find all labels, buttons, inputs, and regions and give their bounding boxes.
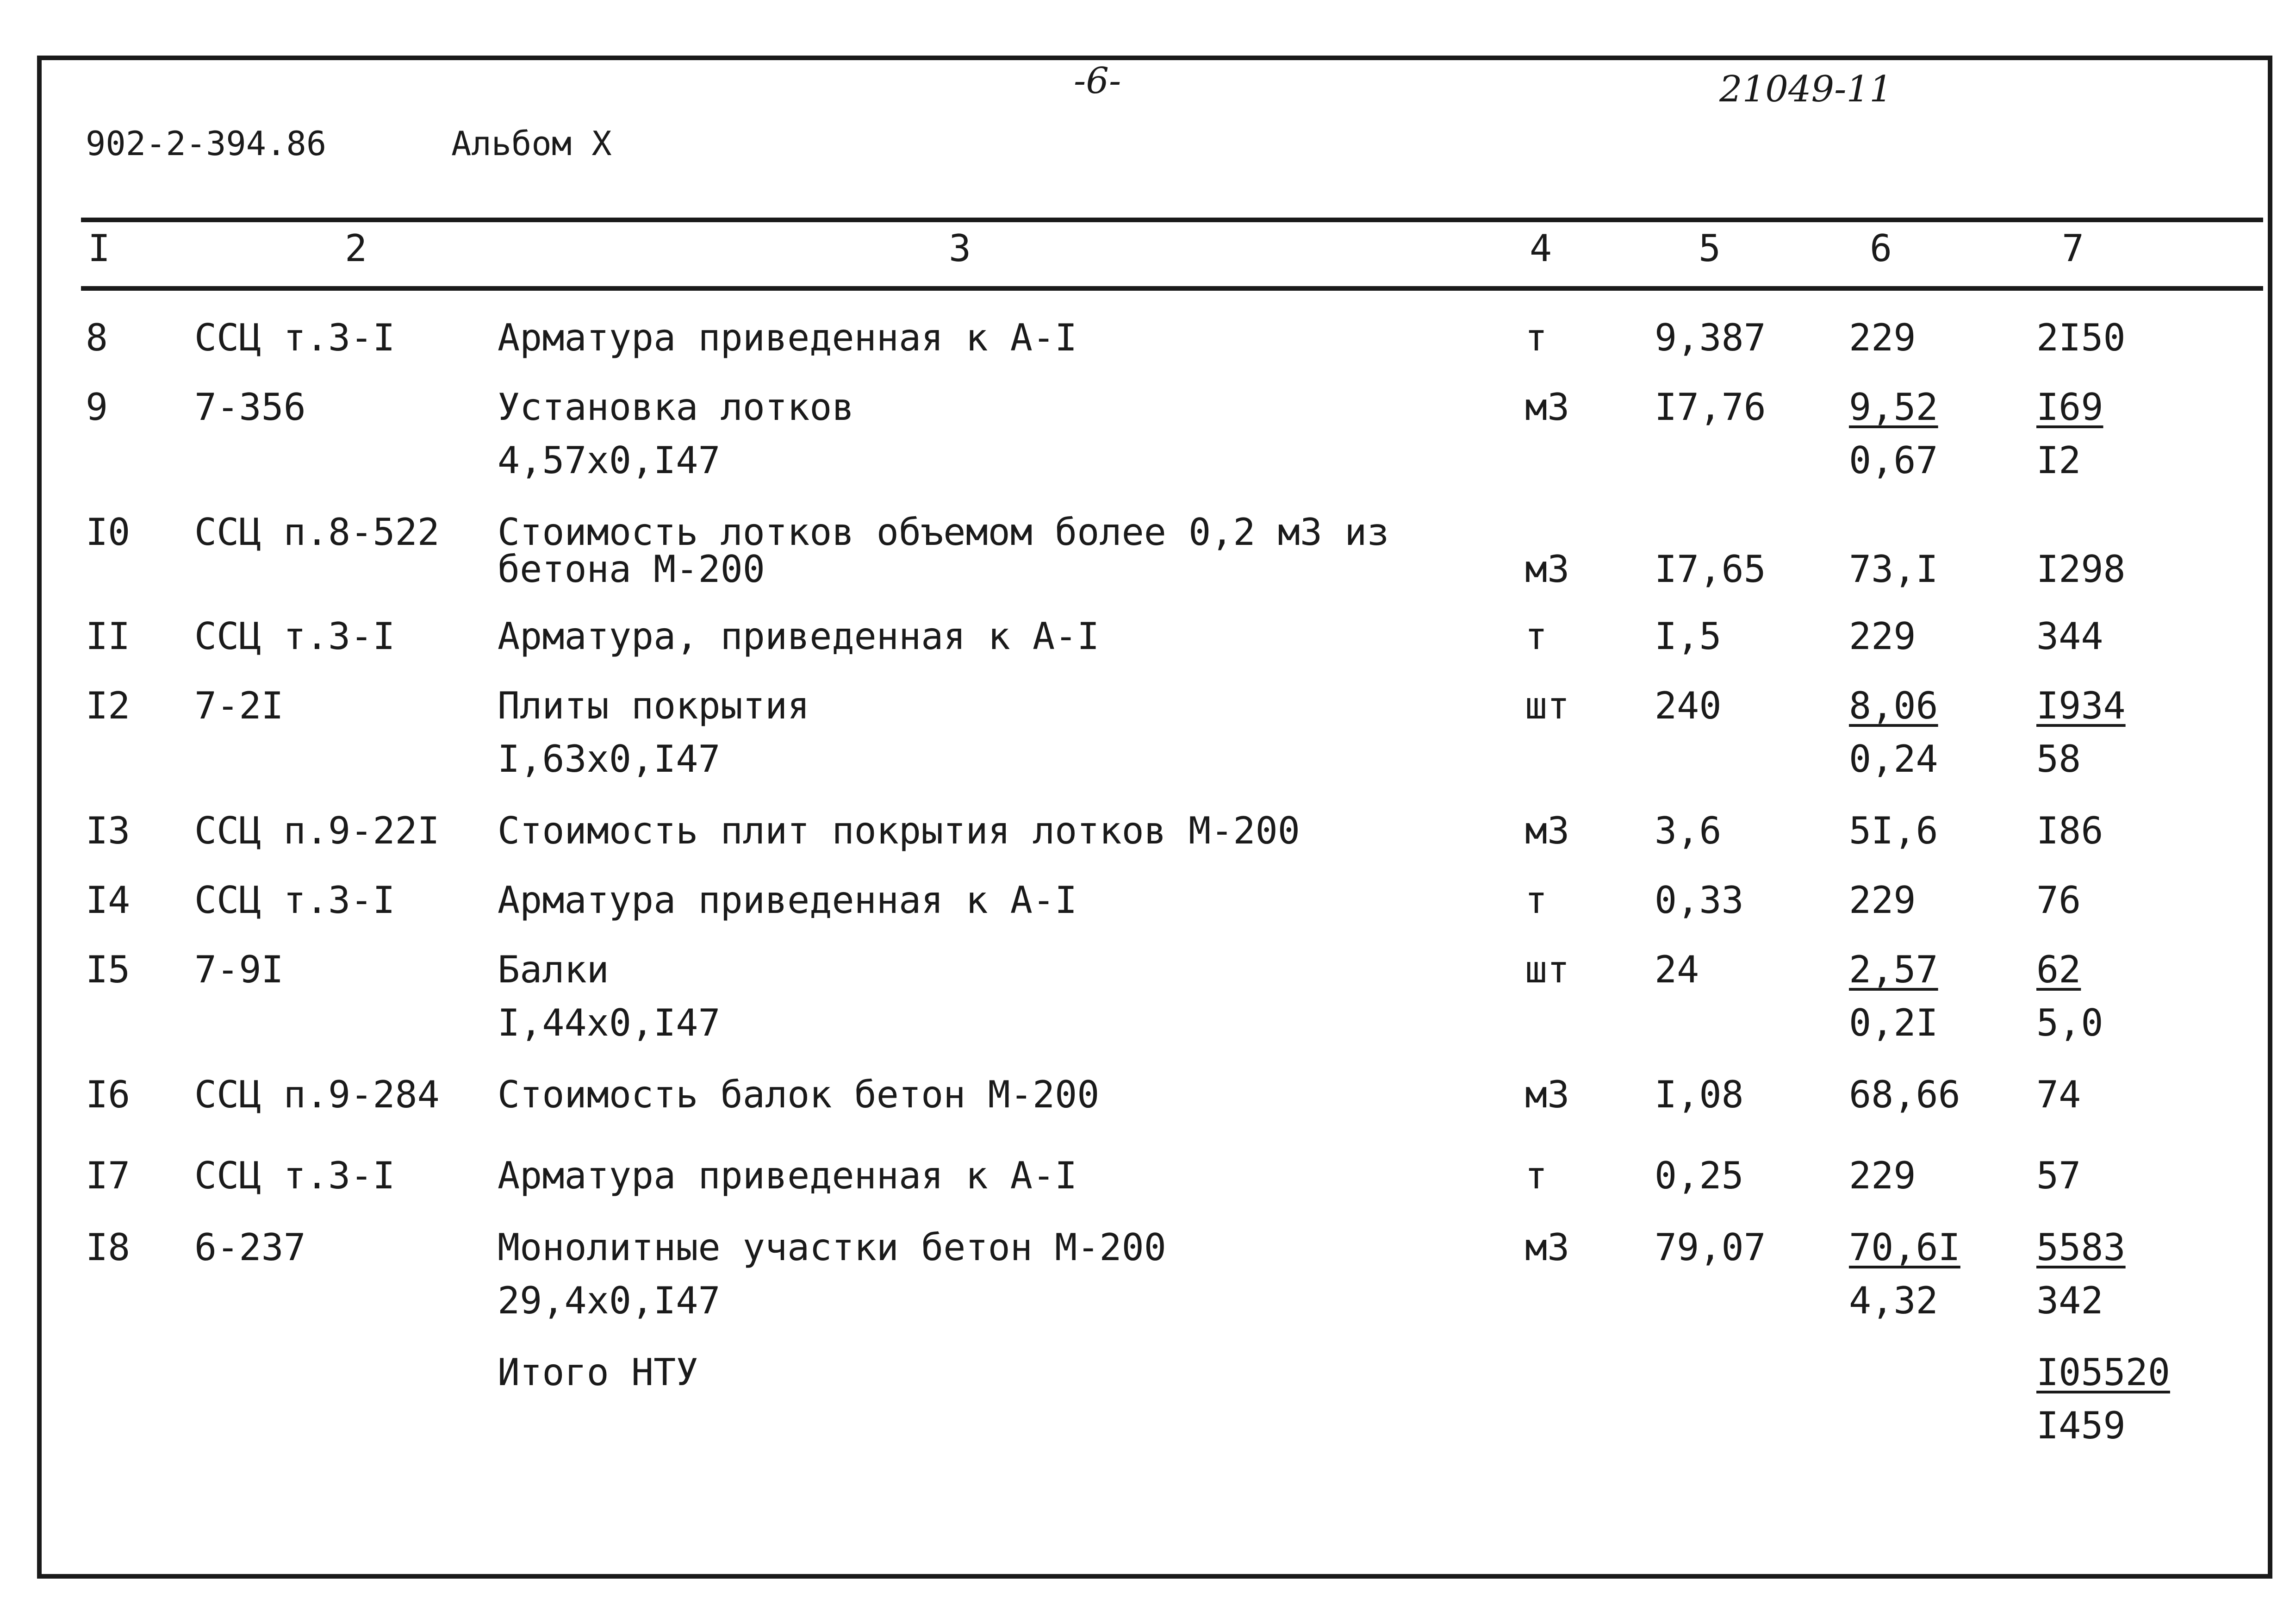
row-quantity: I,5: [1655, 615, 1722, 658]
row-number: I0: [86, 511, 131, 554]
row-number: I5: [86, 948, 131, 991]
row-code: 7-356: [194, 386, 306, 429]
row-unit-price: 0,67: [1849, 439, 1938, 482]
doc-code: 902-2-394.86: [86, 124, 327, 163]
row-unit-price: 5I,6: [1849, 809, 1938, 852]
row-quantity: 3,6: [1655, 809, 1722, 852]
row-unit: м3: [1525, 809, 1570, 852]
row-description: Плиты покрытия: [498, 684, 810, 727]
row-total-cost: 57: [2036, 1154, 2081, 1197]
row-unit: м3: [1525, 548, 1570, 591]
row-quantity: 240: [1655, 684, 1722, 727]
row-unit: т: [1525, 879, 1548, 922]
row-unit-price: 73,I: [1849, 548, 1938, 591]
row-code: 7-2I: [194, 684, 284, 727]
row-unit: т: [1525, 615, 1548, 658]
row-description: Стоимость плит покрытия лотков М-200: [498, 809, 1300, 852]
row-unit-price: 229: [1849, 615, 1916, 658]
row-total-cost: 58: [2036, 737, 2081, 781]
row-description: Стоимость балок бетон М-200: [498, 1073, 1100, 1116]
row-quantity: I,08: [1655, 1073, 1744, 1116]
row-code: ССЦ п.9-22I: [194, 809, 440, 852]
header-rule-bottom: [81, 286, 2263, 291]
row-total-cost: 2I50: [2036, 316, 2126, 359]
album-label: Альбом X: [451, 124, 612, 163]
row-code: ССЦ т.3-I: [194, 316, 395, 359]
row-code: ССЦ п.8-522: [194, 511, 440, 554]
row-unit-price: 4,32: [1849, 1279, 1938, 1322]
sheet-code: 21049-11: [1719, 69, 1892, 110]
row-unit: м3: [1525, 386, 1570, 429]
row-description: Арматура приведенная к А-I: [498, 316, 1077, 359]
row-unit-price: 9,52: [1849, 386, 1938, 429]
row-total-cost: 5583: [2036, 1226, 2126, 1269]
row-unit: шт: [1525, 948, 1570, 991]
row-total-cost: I86: [2036, 809, 2103, 852]
row-quantity: I7,65: [1655, 548, 1766, 591]
row-number: I6: [86, 1073, 131, 1116]
row-unit: м3: [1525, 1073, 1570, 1116]
row-unit: м3: [1525, 1226, 1570, 1269]
row-description: Арматура приведенная к А-I: [498, 1154, 1077, 1197]
row-code: ССЦ т.3-I: [194, 615, 395, 658]
row-quantity: 79,07: [1655, 1226, 1766, 1269]
row-total-cost: 342: [2036, 1279, 2103, 1322]
row-total-cost: 62: [2036, 948, 2081, 991]
row-unit-price: 229: [1849, 1154, 1916, 1197]
row-unit-price: 0,24: [1849, 737, 1938, 781]
row-total-cost: I2: [2036, 439, 2081, 482]
column-header-1: I: [88, 227, 111, 270]
row-unit-price: 8,06: [1849, 684, 1938, 727]
row-description: Арматура приведенная к А-I: [498, 879, 1077, 922]
row-code: ССЦ т.3-I: [194, 879, 395, 922]
row-description-line: 4,57x0,I47: [498, 439, 721, 482]
row-number: I4: [86, 879, 131, 922]
row-total-cost: I934: [2036, 684, 2126, 727]
total-label: Итого НТУ: [498, 1351, 698, 1394]
column-header-6: 6: [1870, 227, 1892, 270]
row-quantity: 0,33: [1655, 879, 1744, 922]
row-total-cost: I298: [2036, 548, 2126, 591]
header-rule-top: [81, 218, 2263, 222]
row-description: Балки: [498, 948, 609, 991]
row-number: I3: [86, 809, 131, 852]
row-total-cost: 76: [2036, 879, 2081, 922]
row-total-cost: 74: [2036, 1073, 2081, 1116]
row-quantity: 9,387: [1655, 316, 1766, 359]
row-number: I8: [86, 1226, 131, 1269]
row-number: II: [86, 615, 131, 658]
row-total-cost: 5,0: [2036, 1001, 2103, 1044]
row-code: 6-237: [194, 1226, 306, 1269]
row-unit-price: 68,66: [1849, 1073, 1960, 1116]
row-number: I7: [86, 1154, 131, 1197]
row-unit-price: 2,57: [1849, 948, 1938, 991]
column-header-3: 3: [949, 227, 971, 270]
row-total-cost: 344: [2036, 615, 2103, 658]
row-description-line: I,44x0,I47: [498, 1001, 721, 1044]
row-description: Установка лотков: [498, 386, 854, 429]
row-unit: т: [1525, 1154, 1548, 1197]
row-description: Арматура, приведенная к А-I: [498, 615, 1100, 658]
page-number: -6-: [1074, 60, 1121, 102]
row-quantity: I7,76: [1655, 386, 1766, 429]
total-cost: I05520: [2036, 1351, 2170, 1394]
row-unit-price: 229: [1849, 879, 1916, 922]
column-header-7: 7: [2062, 227, 2084, 270]
row-description-line: 29,4x0,I47: [498, 1279, 721, 1322]
row-quantity: 24: [1655, 948, 1699, 991]
total-cost-secondary: I459: [2036, 1404, 2126, 1447]
row-number: I2: [86, 684, 131, 727]
column-header-4: 4: [1530, 227, 1552, 270]
row-unit: т: [1525, 316, 1548, 359]
row-description: Монолитные участки бетон М-200: [498, 1226, 1166, 1269]
row-total-cost: I69: [2036, 386, 2103, 429]
row-unit-price: 0,2I: [1849, 1001, 1938, 1044]
column-header-5: 5: [1699, 227, 1721, 270]
row-description-line: I,63x0,I47: [498, 737, 721, 781]
row-code: ССЦ п.9-284: [194, 1073, 440, 1116]
row-code: 7-9I: [194, 948, 284, 991]
row-quantity: 0,25: [1655, 1154, 1744, 1197]
row-unit-price: 229: [1849, 316, 1916, 359]
row-number: 9: [86, 386, 108, 429]
row-unit: шт: [1525, 684, 1570, 727]
row-number: 8: [86, 316, 108, 359]
row-unit-price: 70,6I: [1849, 1226, 1960, 1269]
column-header-2: 2: [345, 227, 367, 270]
row-description-line: бетона М-200: [498, 548, 765, 591]
row-description: Стоимость лотков объемом более 0,2 м3 из: [498, 511, 1389, 554]
row-code: ССЦ т.3-I: [194, 1154, 395, 1197]
